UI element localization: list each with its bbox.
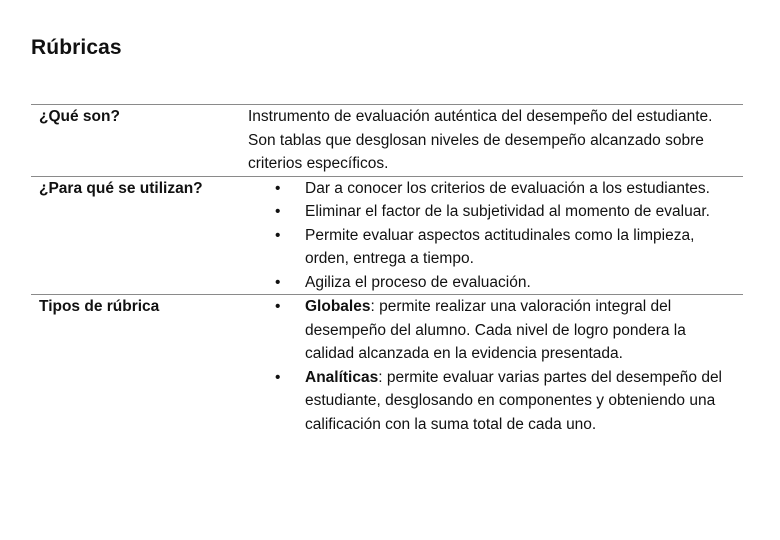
- row-label-what: ¿Qué son?: [39, 108, 120, 125]
- bullet-icon: •: [275, 179, 281, 197]
- list-item: [248, 200, 739, 224]
- bullet-icon: •: [275, 273, 281, 291]
- bullet-icon: •: [275, 368, 281, 386]
- table-row-types: [31, 295, 743, 437]
- row-content-types: [248, 295, 743, 437]
- list-item: [248, 295, 739, 366]
- bullet-icon: •: [275, 226, 281, 244]
- list-item: [248, 271, 739, 295]
- list-item: [248, 224, 739, 271]
- row-label-purpose: ¿Para qué se utilizan?: [39, 179, 203, 197]
- bullet-icon: •: [275, 203, 281, 220]
- table-row-purpose: [31, 176, 743, 295]
- row-content-purpose: [248, 176, 743, 295]
- list-item: [248, 366, 739, 437]
- list-item-text: Permite evaluar aspectos actitudinales como la limpieza, orden, entrega a tiempo.: [305, 226, 695, 267]
- list-item-text: Eliminar el factor de la subjetividad al momento de evaluar.: [305, 203, 710, 220]
- row-content-what: [248, 105, 743, 177]
- list-item-text: Dar a conocer los criterios de evaluación a los estudiantes.: [305, 179, 710, 197]
- list-item: [248, 177, 739, 201]
- rubric-table: [31, 104, 743, 436]
- document-title: Rúbricas: [31, 36, 122, 59]
- type-desc-global: : permite realizar una valoración integral del desempeño del alumno. Cada nivel de logro pondera la calidad alcanzada en la evidencia presentada.: [305, 298, 686, 362]
- row-label-types: Tipos de rúbrica: [39, 298, 160, 315]
- type-desc-analytic: : permite evaluar varias partes del desempeño del estudiante, desglosando en componentes y obteniendo una calificación con la suma total de cada uno.: [305, 368, 723, 433]
- table-row-what: [31, 105, 743, 177]
- types-list: [248, 295, 739, 436]
- list-item-text: Agiliza el proceso de evaluación.: [305, 273, 531, 291]
- type-term-analytic: Analíticas: [305, 368, 379, 386]
- purpose-list: [248, 177, 739, 295]
- definition-text: Instrumento de evaluación auténtica del desempeño del estudiante. Son tablas que desglosan niveles de desempeño alcanzado sobre criterios específicos.: [248, 108, 713, 172]
- bullet-icon: •: [275, 298, 281, 315]
- type-term-global: Globales: [305, 298, 371, 315]
